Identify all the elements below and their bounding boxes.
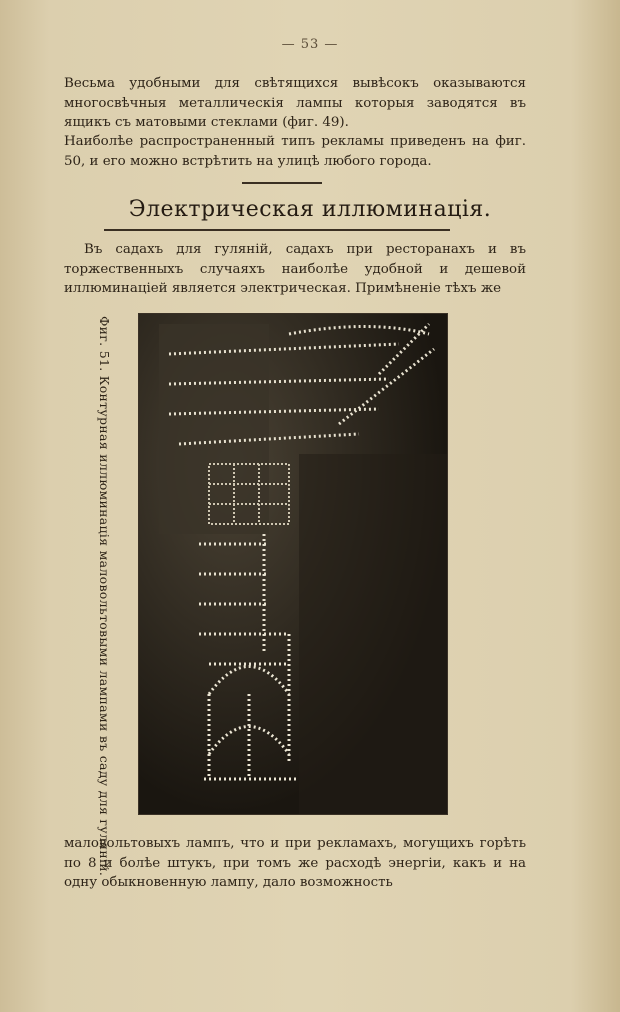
paragraph-1: Весьма удобными для свѣтящихся вывѣсокъ оказываются многосвѣчныя металлическія лампы которыя заводятся въ ящикъ съ матовыми стеклами (фиг. 49).	[64, 76, 526, 130]
section-divider	[242, 182, 322, 184]
paragraph-2: Наиболѣе распространенный типъ рекламы приведенъ на фиг. 50, и его можно встрѣтить на улицѣ любого города.	[64, 134, 526, 169]
page-number: — 53 —	[281, 37, 339, 52]
heading-underline	[104, 229, 450, 231]
figure-caption	[92, 316, 132, 877]
section-heading: Электрическая иллюминація.	[128, 197, 492, 222]
figure-illumination-photo	[138, 313, 448, 815]
paragraph-4: маловольтовыхъ лампъ, что и при рекламахъ, могущихъ горѣть по 8 и болѣе штукъ, при томъ же расходѣ энергіи, какъ и на одну обыкновенную лампу, дало возможность	[64, 836, 526, 890]
illumination-photo-image	[139, 314, 447, 814]
figure-caption-text: Фиг. 51. Контурная иллюминація маловольтовыми лампами въ саду для гуляній.	[97, 316, 112, 877]
paragraph-3: Въ садахъ для гуляній, садахъ при ресторанахъ и въ торжественныхъ случаяхъ наиболѣе удобной и дешевой иллюминаціей является электрическая. Примѣненіе тѣхъ же	[64, 242, 526, 296]
